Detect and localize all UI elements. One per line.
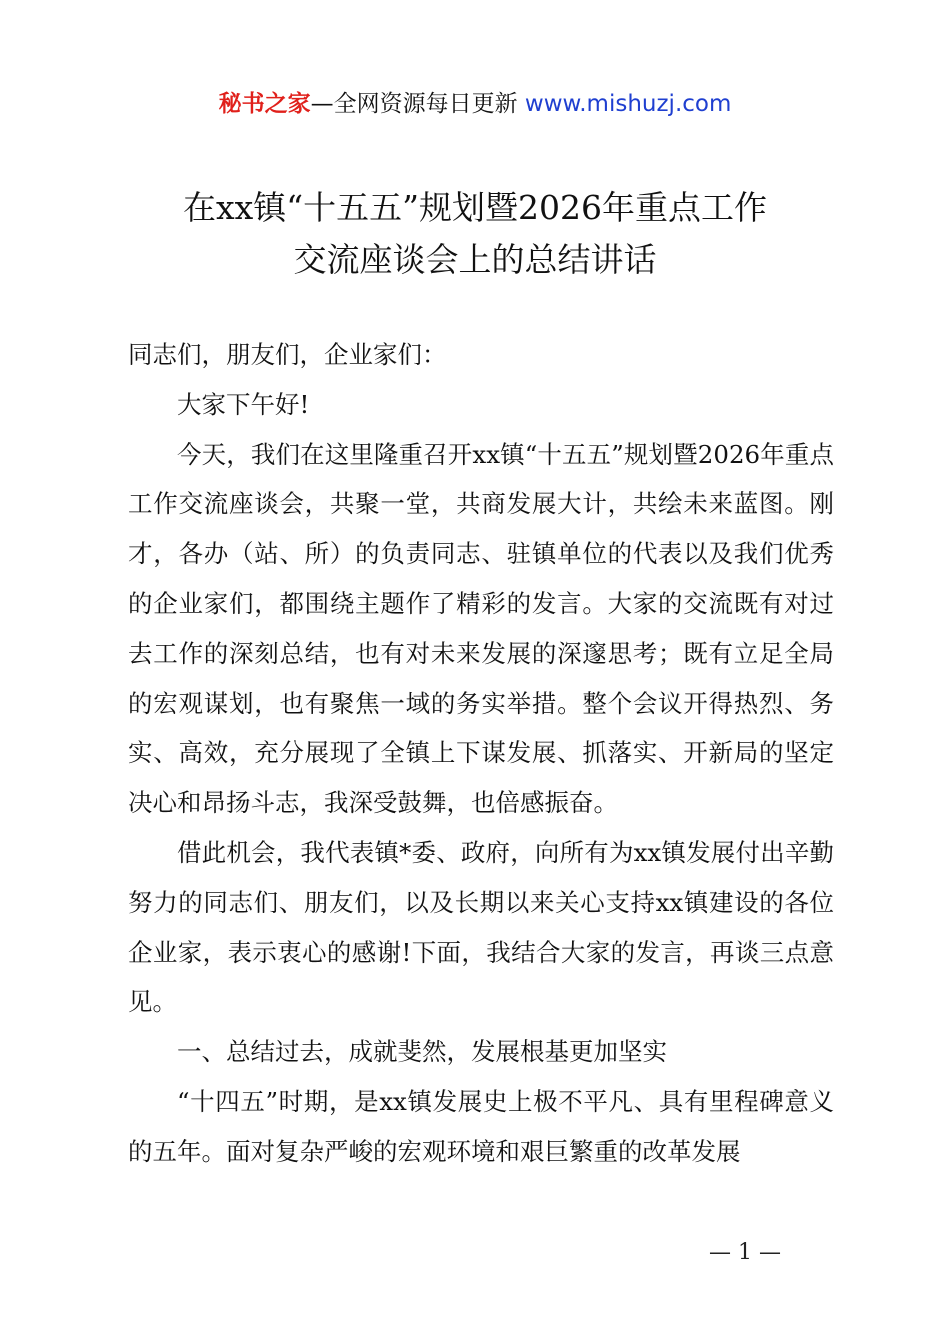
salutation: 同志们，朋友们，企业家们： [128,340,447,369]
site-watermark-header [0,86,950,122]
document-title [60,182,890,286]
section-heading-1: 一、总结过去，成就斐然，发展根基更加坚实 [177,1037,667,1067]
site-url: www.mishuzj.com [524,91,732,117]
document-title-line-1: 在xx镇“十五五”规划暨2026年重点工作 [183,188,767,227]
document-body [128,330,834,1177]
paragraph-thanks: 借此机会，我代表镇*委、政府，向所有为xx镇发展付出辛勤努力的同志们、朋友们，以及长期以来关心支持xx镇建设的各位企业家，表示衷心的感谢!下面，我结合大家的发言，再谈三点意见。 [128,837,834,1017]
site-slogan: —全网资源每日更新 [310,91,525,117]
paragraph-opening: 今天，我们在这里隆重召开xx镇“十五五”规划暨2026年重点工作交流座谈会，共聚一堂，共商发展大计，共绘未来蓝图。刚才，各办（站、所）的负责同志、驻镇单位的代表以及我们优秀的企业家们，都围绕主题作了精彩的发言。大家的交流既有对过去工作的深刻总结，也有对未来发展的深邃思考；既有立足全局的宏观谋划，也有聚焦一域的务实举措。整个会议开得热烈、务实、高效，充分展现了全镇上下谋发展、抓落实、开新局的坚定决心和昂扬斗志，我深受鼓舞，也倍感振奋。 [128,439,834,818]
page-number: — 1 — [709,1240,781,1265]
greeting: 大家下午好! [177,389,310,419]
document-title-line-2: 交流座谈会上的总结讲话 [293,240,657,279]
site-brand-name: 秘书之家 [218,91,311,117]
paragraph-review: “十四五”时期，是xx镇发展史上极不平凡、具有里程碑意义的五年。面对复杂严峻的宏观环境和艰巨繁重的改革发展 [128,1086,834,1166]
